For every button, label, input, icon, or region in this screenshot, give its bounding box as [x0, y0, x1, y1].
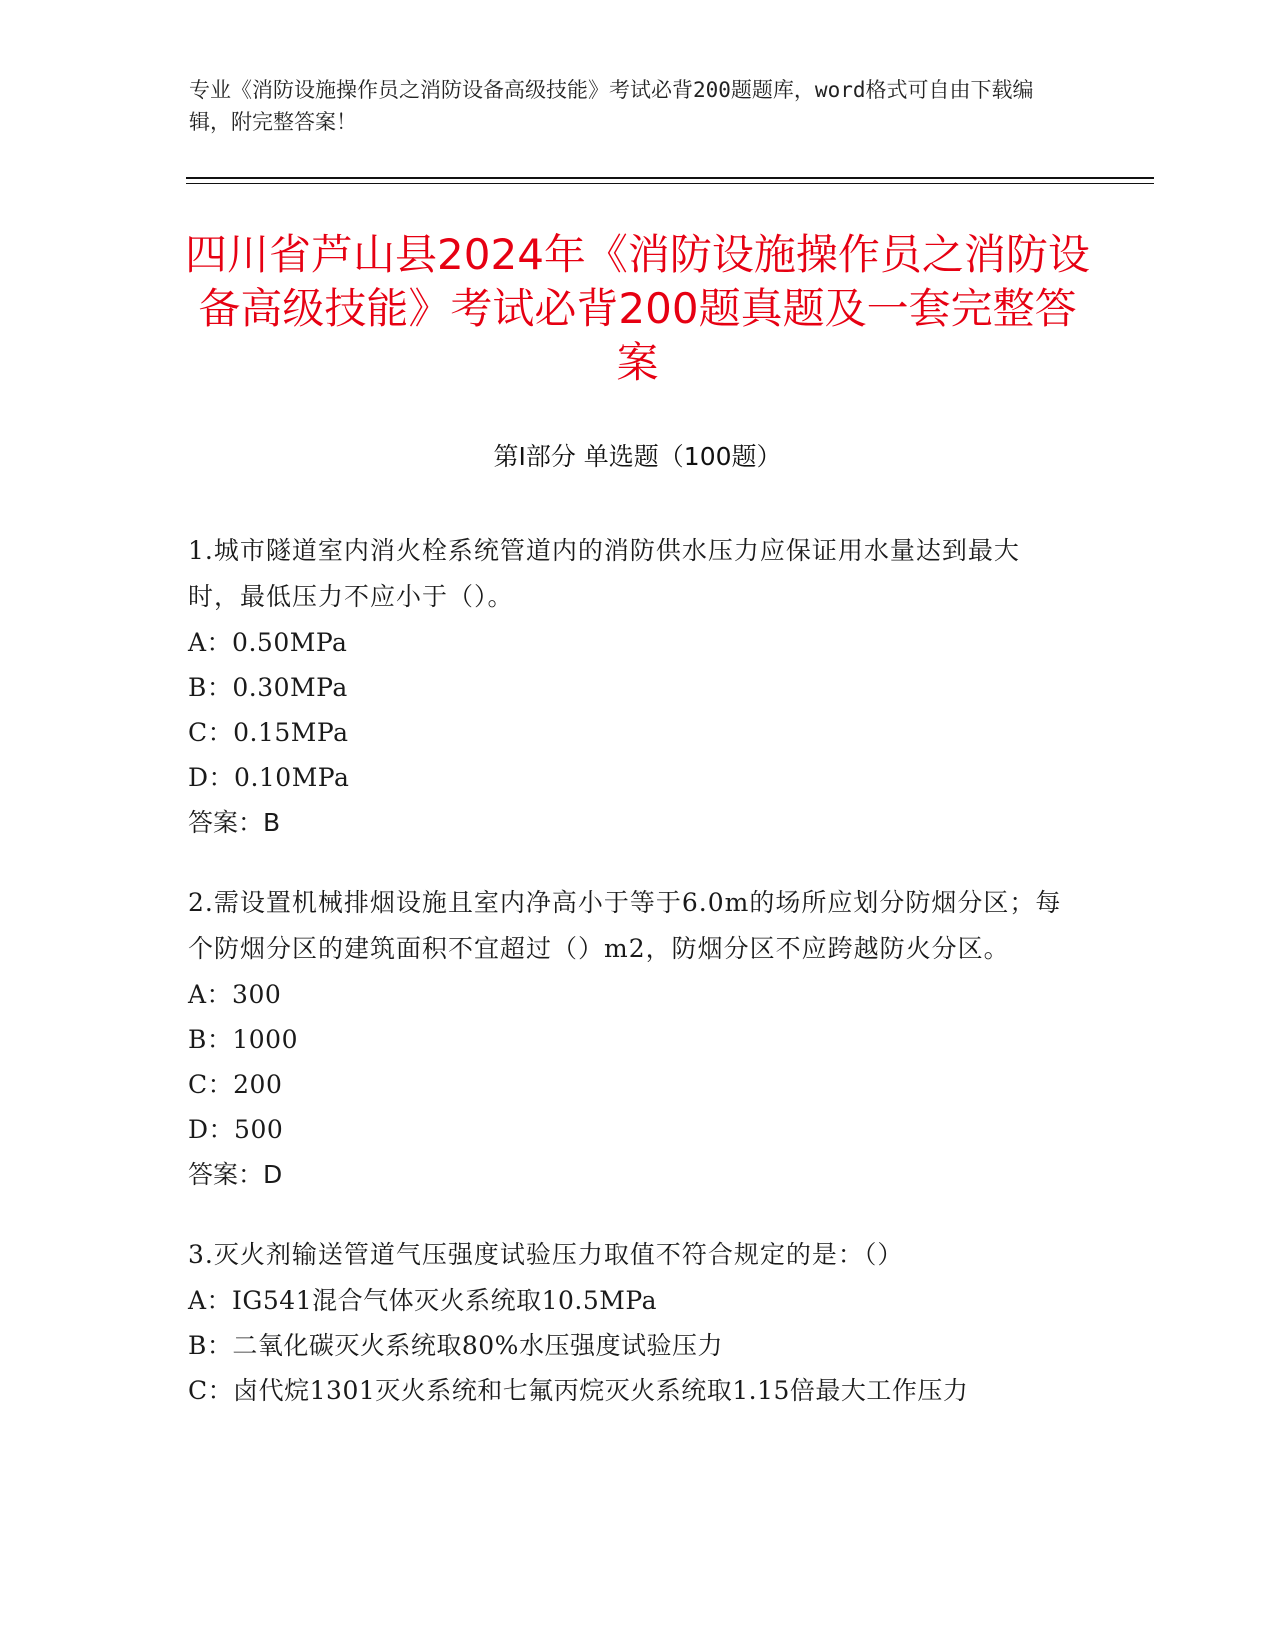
header-note: 专业《消防设施操作员之消防设备高级技能》考试必背200题题库，word格式可自由下载编辑，附完整答案！ [189, 78, 1034, 134]
option-a: A：300 [188, 980, 282, 1009]
option-a: A：IG541混合气体灭火系统取10.5MPa [188, 1286, 657, 1315]
question-stem: 3.灭火剂输送管道气压强度试验压力取值不符合规定的是：（） [188, 1240, 904, 1269]
header-divider-thin [186, 183, 1154, 184]
option-c: C：0.15MPa [188, 718, 349, 747]
option-c: C：200 [188, 1070, 283, 1099]
option-b: B：0.30MPa [188, 673, 348, 702]
document-title: 四川省芦山县2024年《消防设施操作员之消防设备高级技能》考试必背200题真题及一套完整答案 [185, 230, 1090, 387]
option-c: C：卤代烷1301灭火系统和七氟丙烷灭火系统取1.15倍最大工作压力 [188, 1376, 969, 1405]
header-divider-thick [186, 177, 1154, 179]
question-1 [188, 528, 1068, 845]
option-a: A：0.50MPa [188, 628, 348, 657]
option-b: B：二氧化碳灭火系统取80%水压强度试验压力 [188, 1331, 723, 1360]
option-b: B：1000 [188, 1025, 298, 1054]
question-list [188, 528, 1068, 1448]
option-d: D：500 [188, 1115, 284, 1144]
question-3 [188, 1232, 1068, 1413]
option-d: D：0.10MPa [188, 763, 350, 792]
section-heading: 第Ⅰ部分 单选题（100题） [493, 442, 782, 471]
question-stem: 2.需设置机械排烟设施且室内净高小于等于6.0m的场所应划分防烟分区；每个防烟分区的建筑面积不宜超过（）m2，防烟分区不应跨越防火分区。 [188, 888, 1062, 963]
question-2 [188, 880, 1068, 1197]
answer: 答案：B [188, 808, 281, 837]
question-stem: 1.城市隧道室内消火栓系统管道内的消防供水压力应保证用水量达到最大时，最低压力不应小于（）。 [188, 536, 1020, 611]
answer: 答案：D [188, 1160, 283, 1189]
